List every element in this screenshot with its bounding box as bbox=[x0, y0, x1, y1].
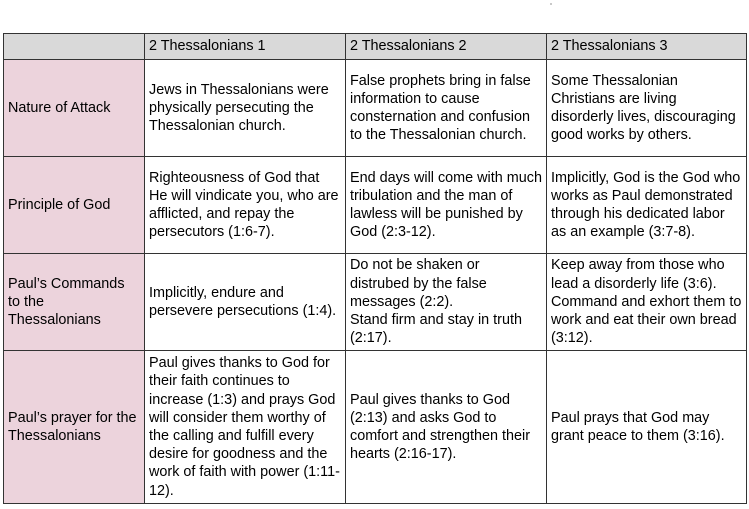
row-label-pauls-commands: Paul’s Commands to the Thessalonians bbox=[4, 254, 145, 351]
header-corner bbox=[4, 34, 145, 60]
table-cell: Implicitly, God is the God who works as Paul demonstrated through his dedicated labor as an example (3:7-8). bbox=[547, 157, 747, 254]
header-2thess-1: 2 Thessalonians 1 bbox=[145, 34, 346, 60]
table-cell: Some Thessalonian Christians are living disorderly lives, discouraging good works by others. bbox=[547, 60, 747, 157]
row-label-pauls-prayer: Paul’s prayer for the Thessalonians bbox=[4, 351, 145, 504]
table-cell: Paul prays that God may grant peace to them (3:16). bbox=[547, 351, 747, 504]
table-row bbox=[4, 254, 747, 351]
table-cell: Keep away from those who lead a disorderly life (3:6). Command and exhort them to work and eat their own bread (3:12). bbox=[547, 254, 747, 351]
table-row bbox=[4, 351, 747, 504]
table-cell: End days will come with much tribulation and the man of lawless will be punished by God (2:3-12). bbox=[346, 157, 547, 254]
table-cell: Do not be shaken or distrubed by the false messages (2:2). Stand firm and stay in truth (2:17). bbox=[346, 254, 547, 351]
header-row bbox=[4, 34, 747, 60]
table-row bbox=[4, 60, 747, 157]
header-2thess-3: 2 Thessalonians 3 bbox=[547, 34, 747, 60]
table-row bbox=[4, 157, 747, 254]
row-label-nature-of-attack: Nature of Attack bbox=[4, 60, 145, 157]
table-cell: Righteousness of God that He will vindicate you, who are afflicted, and repay the persecutors (1:6-7). bbox=[145, 157, 346, 254]
table-cell: Paul gives thanks to God for their faith continues to increase (1:3) and prays God will consider them worthy of the calling and fulfill every desire for goodness and the work of faith with power (1:11-12). bbox=[145, 351, 346, 504]
stray-dot bbox=[550, 3, 552, 5]
table-cell: False prophets bring in false information to cause consternation and confusion to the Thessalonian church. bbox=[346, 60, 547, 157]
header-2thess-2: 2 Thessalonians 2 bbox=[346, 34, 547, 60]
table-cell: Implicitly, endure and persevere persecutions (1:4). bbox=[145, 254, 346, 351]
table-cell: Jews in Thessalonians were physically persecuting the Thessalonian church. bbox=[145, 60, 346, 157]
row-label-principle-of-god: Principle of God bbox=[4, 157, 145, 254]
table-cell: Paul gives thanks to God (2:13) and asks God to comfort and strengthen their hearts (2:16-17). bbox=[346, 351, 547, 504]
comparison-table bbox=[3, 33, 747, 504]
